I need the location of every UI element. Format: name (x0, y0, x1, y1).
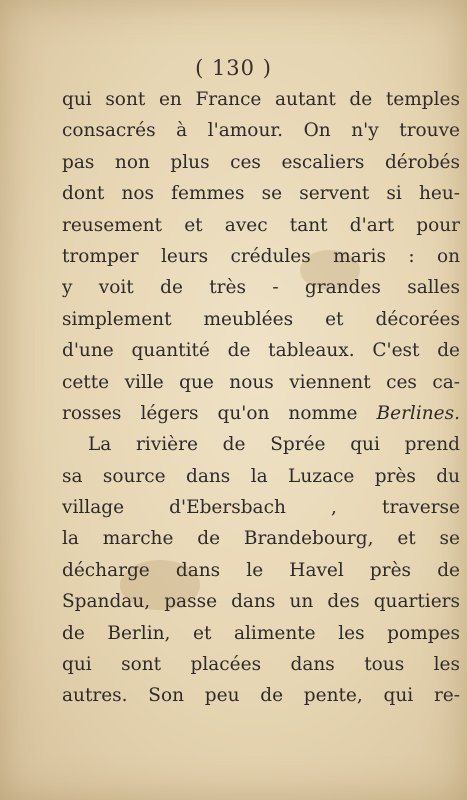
text-line-content: tromper leurs crédules maris : on (62, 245, 460, 267)
italic-word: Berlines. (376, 402, 460, 424)
text-line (62, 210, 460, 241)
text-line (62, 335, 460, 366)
text-line (62, 84, 460, 115)
text-line (62, 492, 460, 523)
page-number: ( 130 ) (195, 56, 272, 80)
text-line-content: cette ville que nous viennent ces ca- (62, 371, 460, 393)
text-line (62, 241, 460, 272)
text-line-content: qui sont placées dans tous les (62, 654, 460, 676)
text-line (62, 680, 460, 711)
text-line-content: rosses légers qu'on nomme (62, 402, 377, 424)
text-line-content: La rivière de Sprée qui prend (88, 434, 460, 456)
text-line-content: d'une quantité de tableaux. C'est de (62, 340, 460, 362)
text-line (62, 429, 460, 460)
text-line-content: reusement et avec tant d'art pour (62, 214, 460, 236)
text-line (62, 649, 460, 680)
text-line (62, 147, 460, 178)
text-line-content: pas non plus ces escaliers dérobés (62, 151, 460, 173)
text-line-content: autres. Son peu de pente, qui re- (62, 685, 460, 707)
text-line-content: simplement meublées et décorées (62, 308, 460, 330)
text-line (62, 461, 460, 492)
text-line-content: Spandau, passe dans un des quartiers (62, 591, 460, 613)
body-text (62, 84, 460, 712)
text-line (62, 398, 460, 429)
text-line (62, 304, 460, 335)
text-line-content: de Berlin, et alimente les pompes (62, 622, 460, 644)
text-line (62, 272, 460, 303)
text-line (62, 586, 460, 617)
text-line (62, 115, 460, 146)
text-line-content: dont nos femmes se servent si heu- (62, 183, 460, 205)
text-line-content: la marche de Brandebourg, et se (62, 528, 460, 550)
text-line (62, 618, 460, 649)
text-line-content: consacrés à l'amour. On n'y trouve (62, 120, 460, 142)
text-line (62, 178, 460, 209)
text-line-content: sa source dans la Luzace près du (62, 465, 460, 487)
text-line (62, 555, 460, 586)
text-line-content: décharge dans le Havel près de (62, 559, 460, 581)
text-line (62, 367, 460, 398)
text-line-content: qui sont en France autant de temples (62, 89, 460, 110)
text-line (62, 523, 460, 554)
text-line-content: village d'Ebersbach , traverse (62, 497, 460, 519)
text-line-content: y voit de très - grandes salles (62, 277, 460, 299)
